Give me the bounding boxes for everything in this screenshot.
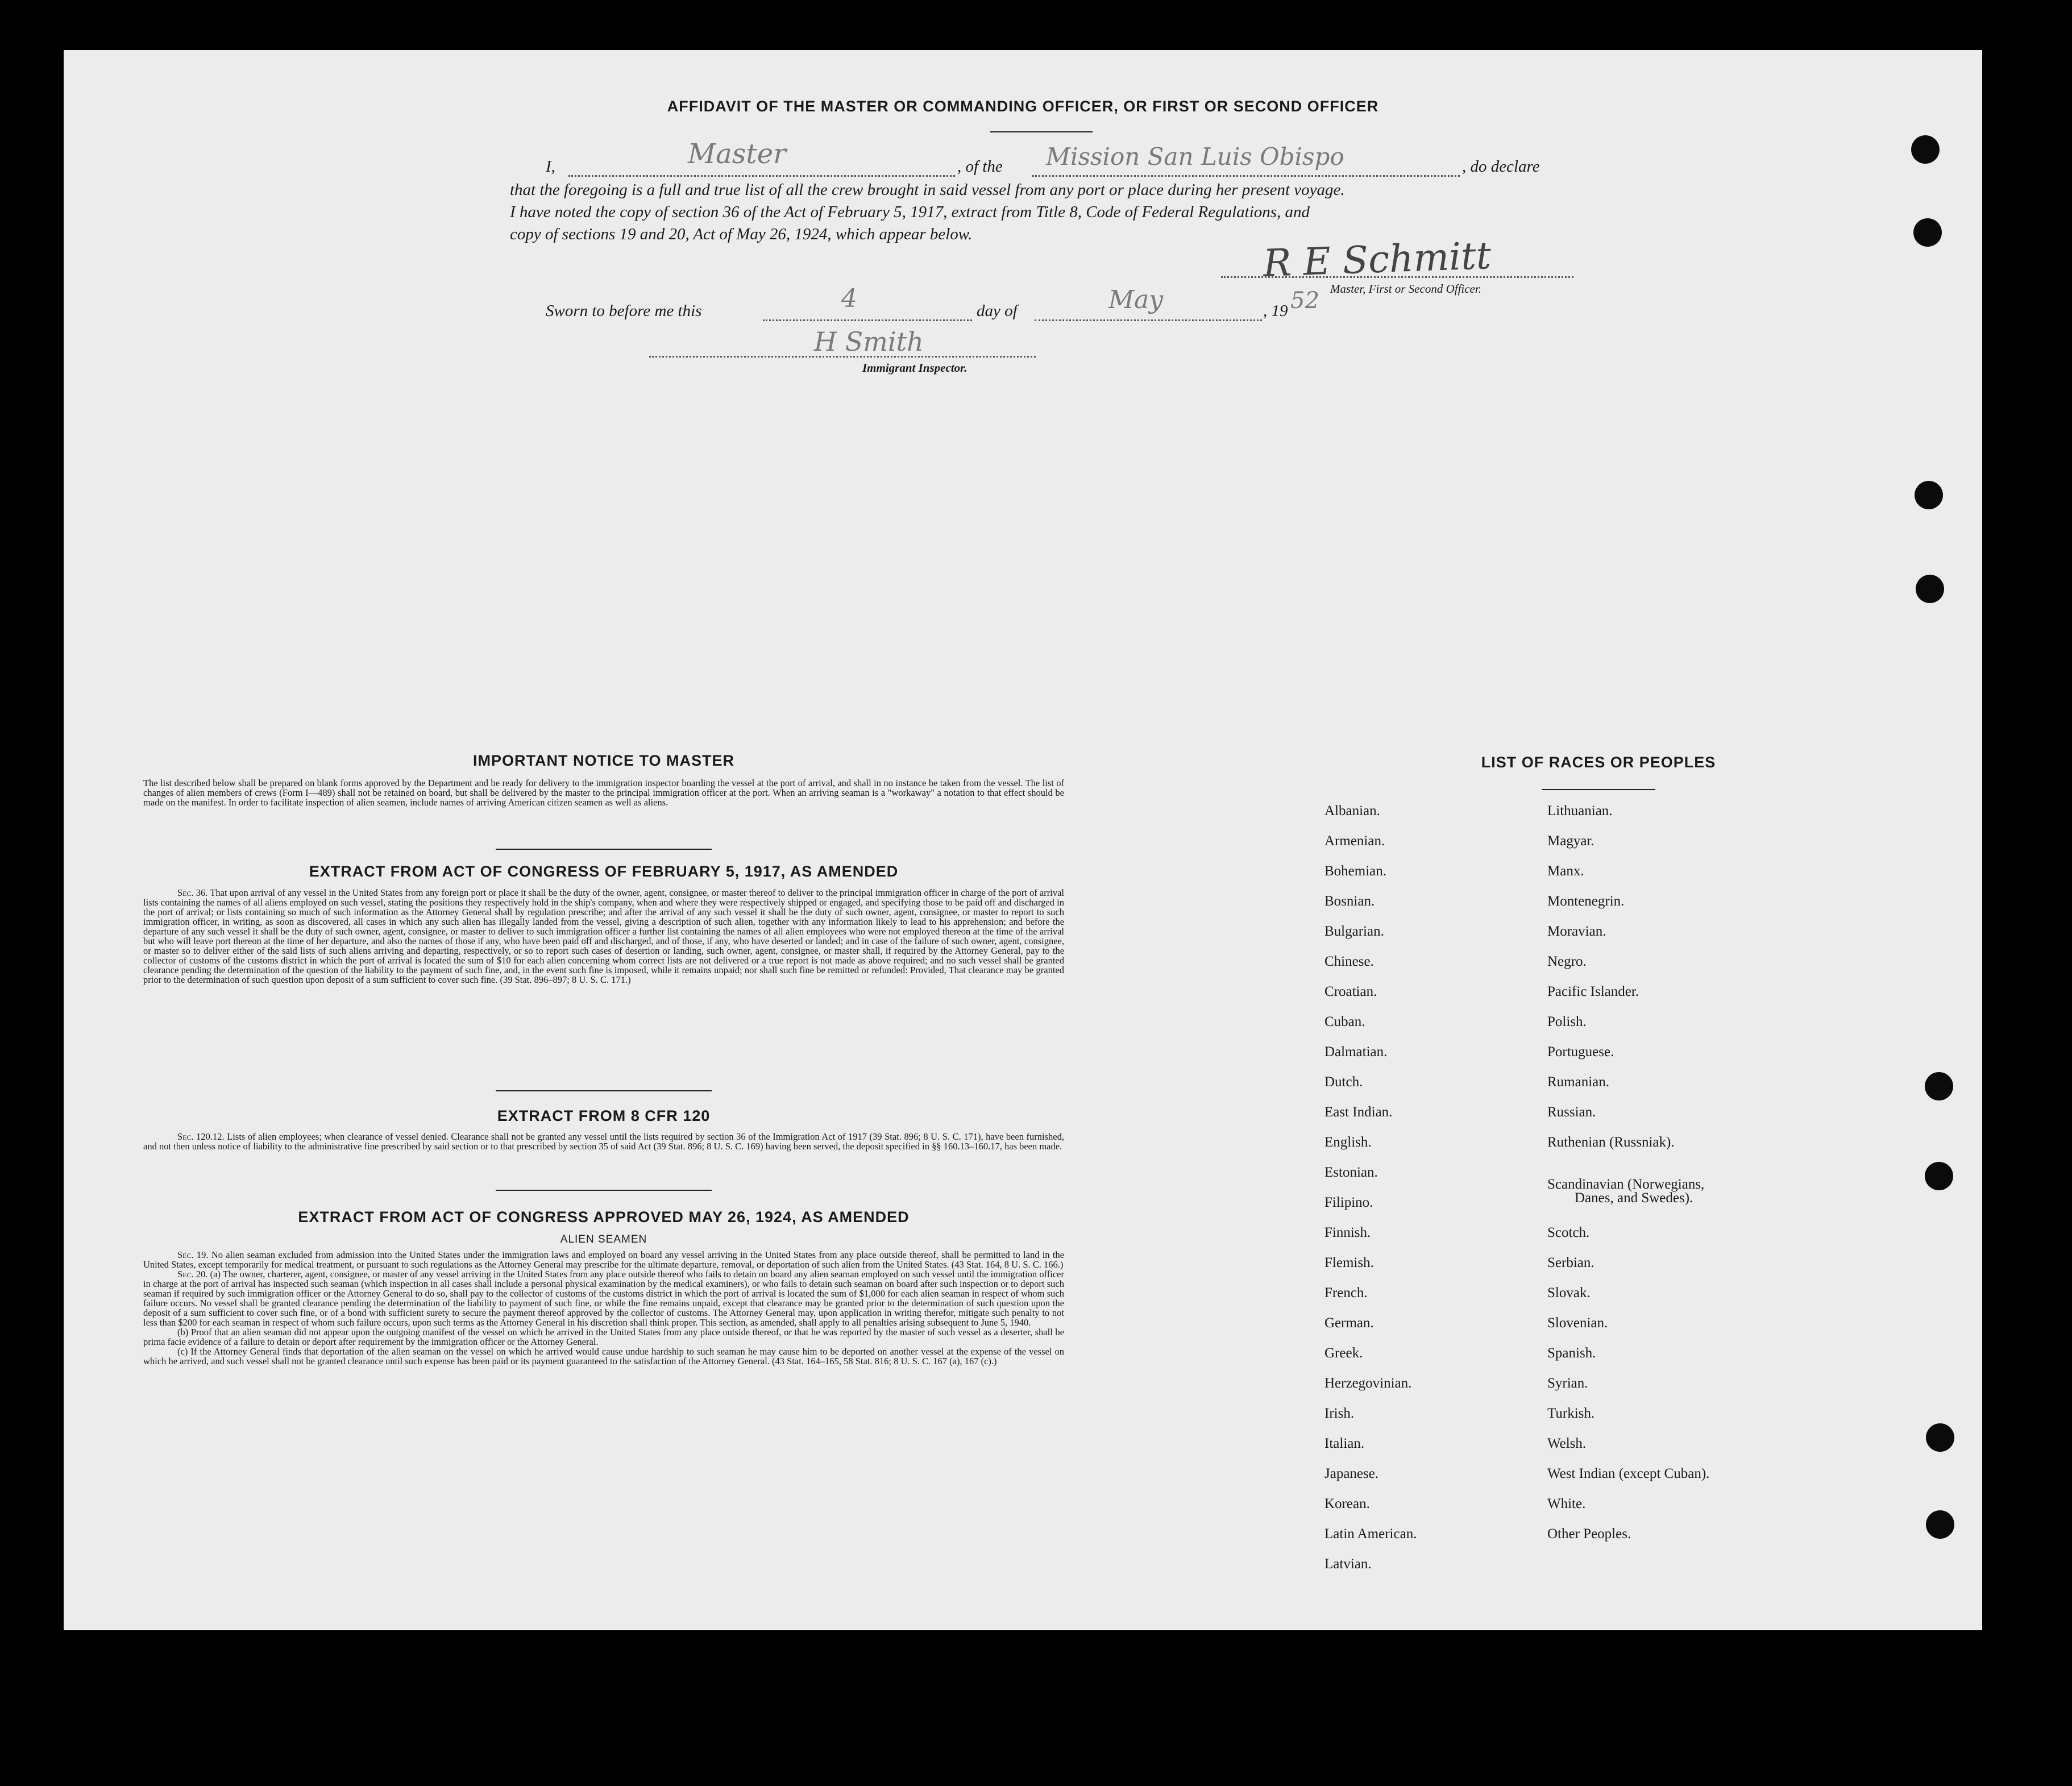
extract-1917-body: [143, 888, 1064, 985]
punch-hole: [1926, 1423, 1954, 1452]
declaration-line-1: [546, 138, 1637, 178]
punch-hole: [1925, 1162, 1953, 1190]
sec-20-label: Sec. 20.: [177, 1269, 208, 1280]
declaration-line-2: that the foregoing is a full and true list of all the crew brought in said vessel from any port or place during her present voyage.: [510, 181, 1345, 199]
race-item: Dalmatian.: [1324, 1044, 1388, 1060]
punch-hole: [1916, 575, 1944, 603]
sec-19-text: No alien seaman excluded from admission into the United States under the immigration laws and employed on board any vessel arriving in the United States from any place outside thereof, shall be permitted to land in the United States, except temporarily for medical treatment, or pursuant to such regulations as the Attorney General may prescribe for the ultimate departure, removal, or deportation of such alien from the United States. (43 Stat. 164, 8 U. S. C. 166.): [143, 1249, 1065, 1270]
race-item: Irish.: [1324, 1406, 1355, 1421]
declaration-line-3: I have noted the copy of section 36 of the Act of February 5, 1917, extract from Title 8, Code of Federal Regulations, and: [510, 203, 1310, 221]
master-value: Master: [688, 138, 787, 170]
race-item: Armenian.: [1324, 833, 1385, 849]
race-item: Montenegrin.: [1547, 894, 1625, 909]
extract-cfr-rule: [496, 1190, 712, 1191]
race-item: Turkish.: [1547, 1406, 1595, 1421]
race-item: Portuguese.: [1547, 1044, 1614, 1060]
race-item: Albanian.: [1324, 803, 1380, 819]
race-item: Pacific Islander.: [1547, 984, 1639, 999]
race-item: Scandinavian (Norwegians,: [1547, 1177, 1705, 1192]
vessel-dotline: [1032, 175, 1460, 177]
sec-19-paragraph: [143, 1250, 1064, 1269]
day-dotline: [763, 319, 972, 321]
sec-20c-paragraph: (c) If the Attorney General finds that deportation of the alien seaman on the vessel on which he arrived would cause undue hardship to such seaman he may cause him to be deported on another vessel at the expense of the vessel on which he arrived, and such vessel shall not be granted clearance until such expense has been paid or its payment guaranteed to the satisfaction of the Attorney General. (43 Stat. 164–165, 58 Stat. 816; 8 U. S. C. 167 (a), 167 (c).): [143, 1346, 1064, 1367]
title-rule: [990, 131, 1093, 132]
race-item: Chinese.: [1324, 954, 1374, 969]
races-rule: [1542, 789, 1655, 790]
affidavit-title: AFFIDAVIT OF THE MASTER OR COMMANDING OFFICER, OR FIRST OR SECOND OFFICER: [667, 98, 1379, 115]
race-item: Slovenian.: [1547, 1315, 1608, 1331]
race-item: West Indian (except Cuban).: [1547, 1466, 1710, 1481]
race-item: Negro.: [1547, 954, 1587, 969]
race-item: Japanese.: [1324, 1466, 1379, 1481]
punch-hole: [1911, 135, 1940, 164]
inspector-signature: H Smith: [814, 326, 924, 357]
race-item: East Indian.: [1324, 1104, 1393, 1120]
race-item: Cuban.: [1324, 1014, 1365, 1029]
extract-1924-title: EXTRACT FROM ACT OF CONGRESS APPROVED MAY 26, 1924, AS AMENDED: [298, 1208, 910, 1226]
inspector-caption: Immigrant Inspector.: [862, 361, 968, 375]
sworn-month: May: [1108, 285, 1164, 314]
race-item: Filipino.: [1324, 1195, 1373, 1210]
sec-19-label: Sec. 19.: [177, 1249, 209, 1260]
race-item: Serbian.: [1547, 1255, 1595, 1270]
race-item: Polish.: [1547, 1014, 1587, 1029]
punch-hole: [1915, 481, 1943, 509]
decl-prefix: I,: [546, 157, 555, 176]
decl-mid: , of the: [957, 157, 1003, 176]
race-item: Flemish.: [1324, 1255, 1374, 1270]
sec-36-text: That upon arrival of any vessel in the United States from any foreign port or place it shall be the duty of the owner, agent, consignee, or master thereof to deliver to the principal immigration officer in charge of the port of arrival lists containing the names of all aliens employed on such vessel, stating the positions they respectively hold in the ship's company, when and where they were respectively shipped or engaged, and specifying those to be paid off and discharged in the port of arrival; or lists containing so much of such information as the Attorney General shall by regulation prescribe; and after the arrival of any such vessel it shall be the duty of such owner, agent, consignee, or master to report to such immigration officer, in writing, as soon as discovered, all cases in which any such alien has illegally landed from the vessel, giving a description of such alien, together with any information likely to lead to his apprehension; and before the departure of any such vessel it shall be the duty of such owner, agent, consignee, or master to deliver to such immigration officer a further list containing the names of all alien employees who were not employed thereon at the time of the arrival but who will leave port thereon at the time of her departure, and also the names of those if any, who have been paid off and discharged, and of those, if any, who have deserted or landed; and in case of the failure of such owner, agent, consignee, or master so to deliver either of the said lists of such aliens arriving and departing, respectively, or so to report such cases of desertion or landing, such owner, agent, consignee, or master shall, if required by the Attorney General, pay to the collector of customs of the customs district in which the port of arrival is located the sum of $10 for each alien concerning whom correct lists are not delivered or a true report is not made as above required; and no such vessel shall be granted clearance pending the determination of the question of the liability to the payment of such fine, and, in the event such fine is imposed, while it remains unpaid; nor shall such fine be remitted or refunded: Provided, That clearance may be granted prior to the determination of such question upon deposit of a sum sufficient to cover such fine. (39 Stat. 896–897; 8 U. S. C. 171.): [143, 887, 1065, 985]
punch-hole: [1926, 1510, 1954, 1539]
race-item: Estonian.: [1324, 1165, 1378, 1180]
race-item: Latin American.: [1324, 1526, 1417, 1542]
race-item: Other Peoples.: [1547, 1526, 1631, 1542]
race-item: Manx.: [1547, 863, 1584, 879]
race-item: Italian.: [1324, 1436, 1365, 1451]
sec-20a-text: (a) The owner, charterer, agent, consignee, or master of any vessel arriving in the United States from any place outside thereof who fails to detain on board any alien seaman employed on such vessel until the immigration officer in charge at the port of arrival has inspected such seaman (which inspection in all cases shall include a personal physical examination by the medical examiners), or who fails to detain such seaman on board after such inspection or to deport such seaman if required by such immigration officer or the Attorney General to do so, shall pay to the collector of customs of the customs district in which the port of arrival is located the sum of $1,000 for each alien seaman in respect of whom such failure occurs. No vessel shall be granted clearance pending the determination of the liability to payment of such fine, or while the fine remains unpaid, except that clearance may be granted prior to the determination of such question upon the deposit of a sum sufficient to cover such fine, or of a bond with sufficient surety to secure the payment thereof approved by the collector of customs. The Attorney General may, upon application in writing therefor, mitigate such penalty to not less than $200 for each seaman in respect of whom such failure occurs, upon such terms as the Attorney General in his discretion shall think proper. This section, as amended, shall apply to all penalties arising subsequent to June 5, 1940.: [143, 1269, 1064, 1328]
race-item: White.: [1547, 1496, 1586, 1511]
race-item: Moravian.: [1547, 924, 1606, 939]
sworn-prefix: Sworn to before me this: [546, 302, 702, 320]
month-dotline: [1035, 319, 1262, 321]
master-signature-dotline: [1221, 276, 1573, 278]
extract-1917-title: EXTRACT FROM ACT OF CONGRESS OF FEBRUARY 5, 1917, AS AMENDED: [309, 863, 899, 880]
race-item: Scotch.: [1547, 1225, 1590, 1240]
race-item: Herzegovinian.: [1324, 1376, 1412, 1391]
notice-title: IMPORTANT NOTICE TO MASTER: [473, 752, 734, 769]
sworn-mid: day of: [977, 302, 1018, 320]
race-item: Finnish.: [1324, 1225, 1371, 1240]
declaration-line-4: copy of sections 19 and 20, Act of May 26, 1924, which appear below.: [510, 225, 973, 243]
race-item: Russian.: [1547, 1104, 1596, 1120]
extract-cfr-title: EXTRACT FROM 8 CFR 120: [497, 1107, 711, 1124]
race-item: Bosnian.: [1324, 894, 1375, 909]
punch-hole: [1925, 1072, 1953, 1100]
race-item: Dutch.: [1324, 1074, 1363, 1090]
master-caption: Master, First or Second Officer.: [1330, 282, 1481, 296]
alien-seamen-subtitle: ALIEN SEAMEN: [560, 1233, 647, 1245]
extract-1924-body: [143, 1250, 1064, 1366]
sec-20a-paragraph: [143, 1269, 1064, 1327]
race-item: Latvian.: [1324, 1556, 1372, 1572]
race-item: Welsh.: [1547, 1436, 1587, 1451]
race-item: Magyar.: [1547, 833, 1595, 849]
race-item: Rumanian.: [1547, 1074, 1610, 1090]
notice-rule: [496, 849, 712, 850]
master-dotline: [568, 175, 955, 177]
race-item: French.: [1324, 1285, 1368, 1301]
race-item: German.: [1324, 1315, 1374, 1331]
race-item: Ruthenian (Russniak).: [1547, 1135, 1675, 1150]
sec-36-label: Sec. 36.: [177, 887, 208, 898]
inspector-dotline: [649, 356, 1036, 358]
race-item: Bohemian.: [1324, 863, 1387, 879]
sworn-day: 4: [841, 284, 857, 313]
race-item: Spanish.: [1547, 1345, 1596, 1361]
race-item: English.: [1324, 1135, 1372, 1150]
sworn-year-prefix: , 19: [1263, 302, 1288, 320]
race-item: Greek.: [1324, 1345, 1363, 1361]
races-right-column: [1547, 803, 1820, 1622]
race-item: Danes, and Swedes).: [1575, 1190, 1693, 1206]
notice-text: The list described below shall be prepared on blank forms approved by the Department and be ready for delivery to the immigration inspector boarding the vessel at the port of arrival, and shall in no instance be taken from the vessel. The list of changes of alien members of crews (Form I—489) shall not be retained on board, but shall be delivered by the master to the principal immigration officer at the port. When an arriving seaman is a "workaway" a notation to that effect should be made on the manifest. In order to facilitate inspection of alien seamen, include names of arriving American citizen seamen as well as aliens.: [143, 778, 1064, 808]
master-signature: R E Schmitt: [1262, 234, 1492, 285]
punch-hole: [1913, 218, 1942, 247]
extract-1917-rule: [496, 1090, 712, 1091]
decl-suffix: , do declare: [1462, 157, 1540, 176]
races-left-column: [1324, 803, 1552, 1622]
vessel-value: Mission San Luis Obispo: [1046, 143, 1344, 171]
sec-120-label: Sec. 120.12.: [177, 1131, 225, 1142]
race-item: Bulgarian.: [1324, 924, 1384, 939]
sec-20b-paragraph: (b) Proof that an alien seaman did not appear upon the outgoing manifest of the vessel on which he arrived in the United States from any place outside thereof, or that he was reported by the master of such vessel as a deserter, shall be prima facie evidence of a failure to detain or deport after requirement by the immigration officer or the Attorney General.: [143, 1327, 1064, 1347]
race-item: Syrian.: [1547, 1376, 1588, 1391]
races-title: LIST OF RACES OR PEOPLES: [1481, 754, 1716, 771]
race-item: Slovak.: [1547, 1285, 1591, 1301]
race-item: Korean.: [1324, 1496, 1370, 1511]
document-page: [64, 50, 1982, 1630]
sec-120-text: Lists of alien employees; when clearance of vessel denied. Clearance shall not be granted any vessel until the lists required by section 36 of the Immigration Act of 1917 (39 Stat. 896; 8 U. S. C. 171), have been furnished, and not then unless notice of liability to the administrative fine prescribed by said section or to that prescribed by section 35 of said Act (39 Stat. 896; 8 U. S. C. 169) having been served, the deposit specified in §§ 160.13–160.17, has been made.: [143, 1131, 1064, 1152]
race-item: Lithuanian.: [1547, 803, 1613, 819]
sworn-year: 52: [1290, 288, 1319, 314]
extract-cfr-body: [143, 1132, 1064, 1151]
race-item: Croatian.: [1324, 984, 1377, 999]
